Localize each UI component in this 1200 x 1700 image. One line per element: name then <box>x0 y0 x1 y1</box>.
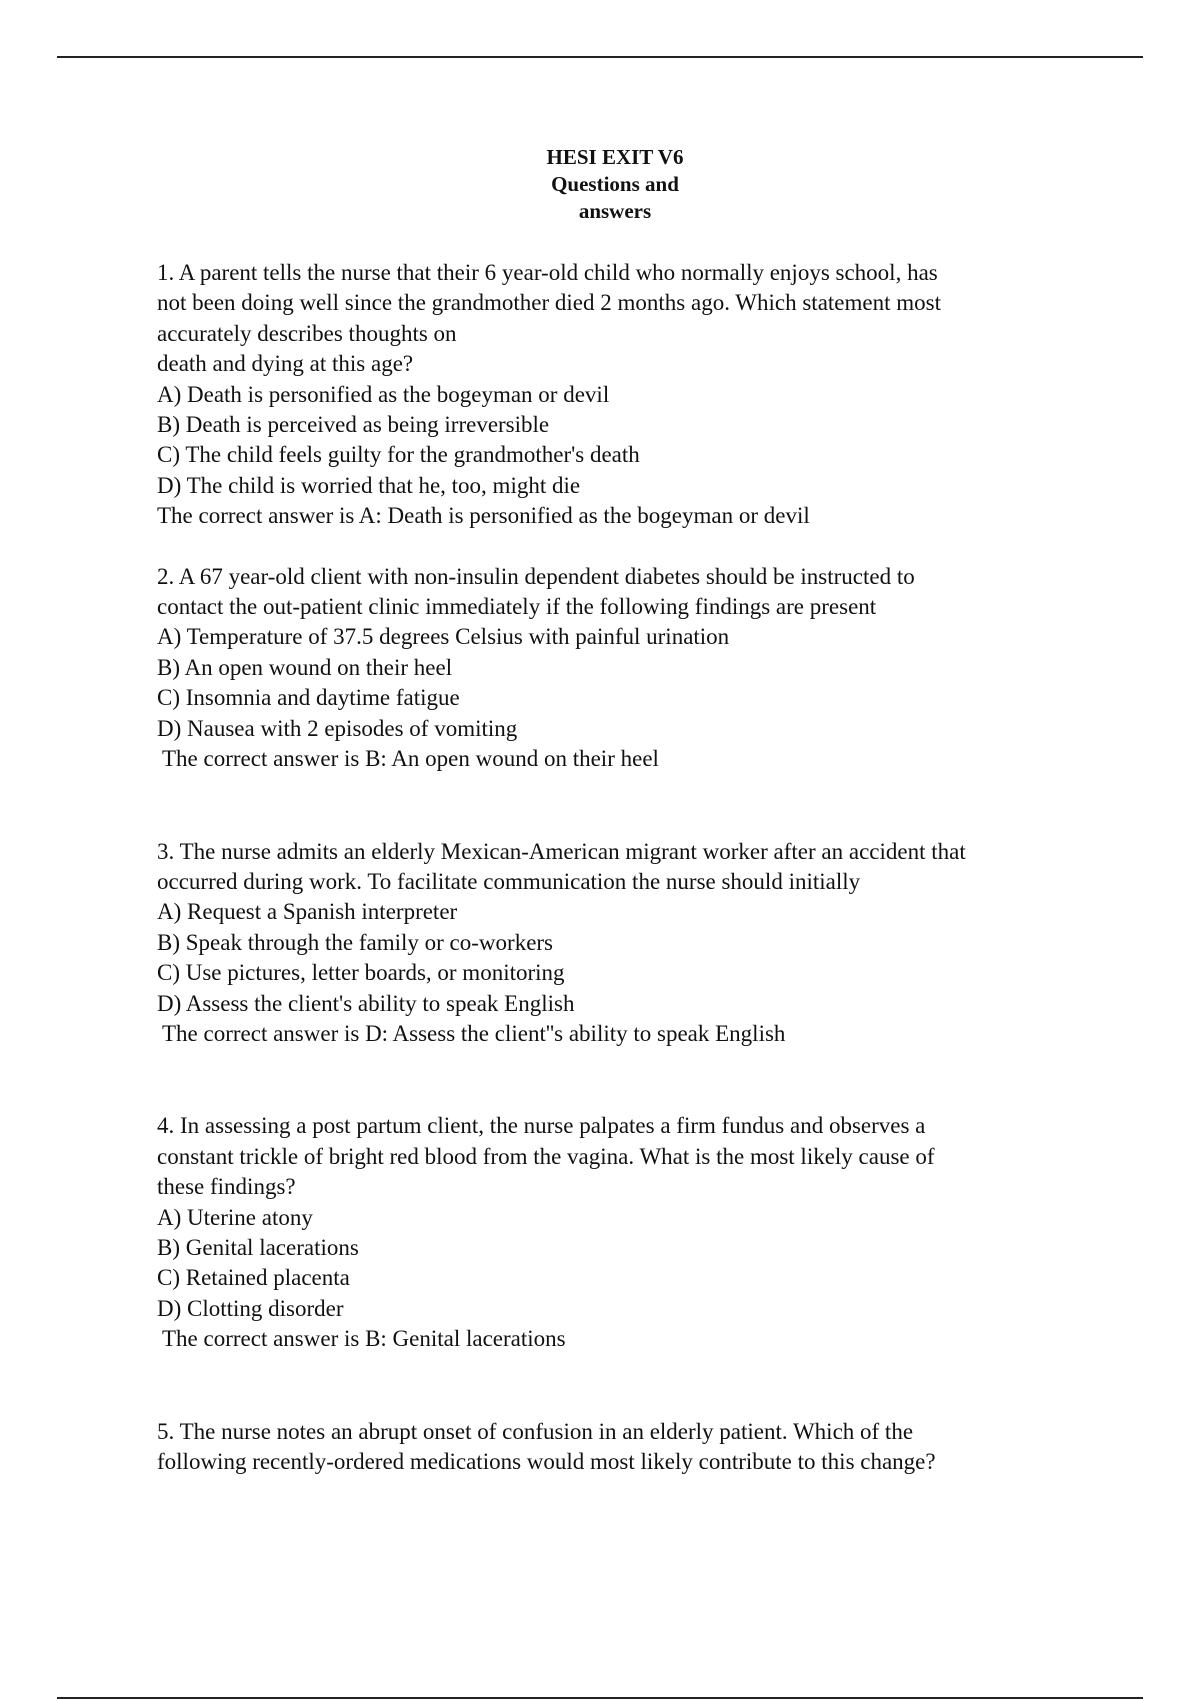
question-2-option-d: D) Nausea with 2 episodes of vomiting <box>157 715 518 741</box>
title-line-2: Questions and <box>551 172 679 196</box>
question-1-option-a: A) Death is personified as the bogeyman or devil <box>157 381 610 407</box>
question-4-option-a: A) Uterine atony <box>157 1204 313 1230</box>
question-spacer <box>157 532 1087 562</box>
bottom-rule <box>57 1697 1143 1699</box>
question-1-stem-line-2: not been doing well since the grandmother died 2 months ago. Which statement most <box>157 290 941 316</box>
question-2-stem-line-1: 2. A 67 year-old client with non-insulin dependent diabetes should be instructed to <box>157 563 915 589</box>
question-spacer <box>157 775 1087 837</box>
top-rule <box>57 56 1143 58</box>
question-5 <box>157 1417 1087 1478</box>
question-2-option-a: A) Temperature of 37.5 degrees Celsius with painful urination <box>157 624 730 650</box>
question-2-option-c: C) Insomnia and daytime fatigue <box>157 685 460 711</box>
question-4-stem-line-3: these findings? <box>157 1174 296 1200</box>
question-3-option-a: A) Request a Spanish interpreter <box>157 899 458 925</box>
question-3-option-d: D) Assess the client's ability to speak English <box>157 990 575 1016</box>
question-2-answer: The correct answer is B: An open wound on their heel <box>162 746 659 772</box>
question-1-stem-line-1: 1. A parent tells the nurse that their 6 year-old child who normally enjoys school, has <box>157 260 938 285</box>
question-3-stem-line-1: 3. The nurse admits an elderly Mexican-American migrant worker after an accident that <box>157 838 966 864</box>
question-2 <box>157 562 1087 775</box>
question-spacer <box>157 1355 1087 1417</box>
questions-list <box>157 258 1087 1477</box>
question-1-option-c: C) The child feels guilty for the grandmother's death <box>157 442 640 468</box>
question-1 <box>157 258 1087 532</box>
question-3-answer: The correct answer is D: Assess the client''s ability to speak English <box>162 1020 786 1046</box>
question-4-option-c: C) Retained placenta <box>157 1265 350 1291</box>
question-1-stem-line-4: death and dying at this age? <box>157 351 414 377</box>
title-line-3: answers <box>578 199 652 223</box>
question-5-stem-line-2: following recently-ordered medications would most likely contribute to this change? <box>157 1449 936 1474</box>
question-4 <box>157 1111 1087 1354</box>
question-1-option-d: D) The child is worried that he, too, might die <box>157 472 581 498</box>
question-4-answer: The correct answer is B: Genital lacerations <box>162 1326 566 1352</box>
question-1-option-b: B) Death is perceived as being irreversible <box>157 412 550 438</box>
question-3-option-c: C) Use pictures, letter boards, or monitoring <box>157 960 565 986</box>
question-3 <box>157 837 1087 1050</box>
question-spacer <box>157 1049 1087 1111</box>
document-title <box>0 144 1200 225</box>
question-4-stem-line-1: 4. In assessing a post partum client, the nurse palpates a firm fundus and observes a <box>157 1113 926 1139</box>
question-4-option-b: B) Genital lacerations <box>157 1234 359 1260</box>
question-3-option-b: B) Speak through the family or co-workers <box>157 929 554 955</box>
question-3-stem-line-2: occurred during work. To facilitate communication the nurse should initially <box>157 868 861 894</box>
question-4-option-d: D) Clotting disorder <box>157 1295 344 1321</box>
title-line-1: HESI EXIT V6 <box>546 145 684 169</box>
question-4-stem-line-2: constant trickle of bright red blood from the vagina. What is the most likely cause of <box>157 1143 935 1169</box>
question-1-answer: The correct answer is A: Death is personified as the bogeyman or devil <box>157 503 810 529</box>
question-5-stem-line-1: 5. The nurse notes an abrupt onset of confusion in an elderly patient. Which of the <box>157 1418 914 1444</box>
question-2-option-b: B) An open wound on their heel <box>157 654 453 680</box>
question-2-stem-line-2: contact the out-patient clinic immediately if the following findings are present <box>157 594 877 620</box>
question-1-stem-line-3: accurately describes thoughts on <box>157 320 457 346</box>
